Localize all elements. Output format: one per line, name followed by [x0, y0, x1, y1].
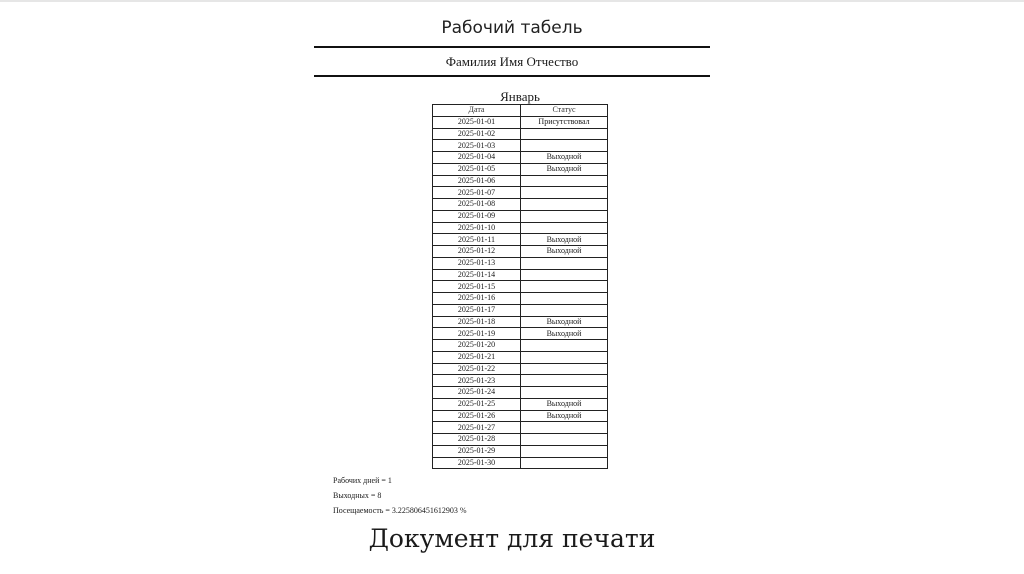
table-row: [433, 163, 608, 175]
table-row: [433, 398, 608, 410]
table-row: [433, 434, 608, 446]
table-row: [433, 363, 608, 375]
date-cell: 2025-01-16: [433, 293, 521, 305]
status-cell: [521, 351, 608, 363]
status-cell: Выходной: [521, 163, 608, 175]
date-cell: 2025-01-25: [433, 398, 521, 410]
date-cell: 2025-01-08: [433, 199, 521, 211]
status-cell: Выходной: [521, 328, 608, 340]
date-cell: 2025-01-26: [433, 410, 521, 422]
status-cell: [521, 340, 608, 352]
status-cell: Выходной: [521, 410, 608, 422]
employee-name: Фамилия Имя Отчество: [445, 54, 579, 69]
timesheet-body: [433, 116, 608, 469]
slide-caption: Документ для печати: [368, 524, 656, 553]
status-cell: [521, 222, 608, 234]
table-row: [433, 210, 608, 222]
date-cell: 2025-01-13: [433, 257, 521, 269]
date-cell: 2025-01-01: [433, 116, 521, 128]
table-row: [433, 351, 608, 363]
attendance-summary: Посещаемость = 3.225806451612903 %: [333, 506, 467, 515]
slide-top-edge: [0, 0, 1024, 2]
date-cell: 2025-01-22: [433, 363, 521, 375]
date-cell: 2025-01-12: [433, 246, 521, 258]
table-row: [433, 293, 608, 305]
table-row: [433, 304, 608, 316]
status-cell: Присутствовал: [521, 116, 608, 128]
table-row: [433, 445, 608, 457]
date-cell: 2025-01-06: [433, 175, 521, 187]
table-row: [433, 316, 608, 328]
date-cell: 2025-01-21: [433, 351, 521, 363]
table-row: [433, 328, 608, 340]
date-cell: 2025-01-27: [433, 422, 521, 434]
status-cell: [521, 269, 608, 281]
table-row: [433, 199, 608, 211]
working-days-summary: Рабочих дней = 1: [333, 476, 392, 485]
table-row: [433, 457, 608, 469]
status-cell: [521, 175, 608, 187]
status-cell: [521, 128, 608, 140]
table-row: [433, 116, 608, 128]
status-cell: [521, 445, 608, 457]
status-cell: [521, 422, 608, 434]
date-cell: 2025-01-09: [433, 210, 521, 222]
header-rule-top: [314, 46, 710, 48]
date-cell: 2025-01-04: [433, 152, 521, 164]
table-row: [433, 387, 608, 399]
date-cell: 2025-01-10: [433, 222, 521, 234]
date-cell: 2025-01-18: [433, 316, 521, 328]
date-cell: 2025-01-23: [433, 375, 521, 387]
status-cell: [521, 281, 608, 293]
status-cell: Выходной: [521, 246, 608, 258]
status-cell: [521, 140, 608, 152]
status-cell: [521, 187, 608, 199]
header-rule-bottom: [314, 75, 710, 77]
status-cell: [521, 210, 608, 222]
table-row: [433, 222, 608, 234]
document-title: Рабочий табель: [441, 18, 583, 38]
date-cell: 2025-01-28: [433, 434, 521, 446]
table-row: [433, 340, 608, 352]
status-cell: Выходной: [521, 152, 608, 164]
table-row: [433, 422, 608, 434]
date-cell: 2025-01-05: [433, 163, 521, 175]
status-cell: [521, 363, 608, 375]
column-header-status: Статус: [521, 105, 608, 117]
table-row: [433, 246, 608, 258]
status-cell: [521, 375, 608, 387]
date-cell: 2025-01-07: [433, 187, 521, 199]
date-cell: 2025-01-24: [433, 387, 521, 399]
status-cell: Выходной: [521, 316, 608, 328]
date-cell: 2025-01-15: [433, 281, 521, 293]
status-cell: [521, 457, 608, 469]
date-cell: 2025-01-20: [433, 340, 521, 352]
status-cell: Выходной: [521, 234, 608, 246]
date-cell: 2025-01-03: [433, 140, 521, 152]
column-header-date: Дата: [433, 105, 521, 117]
status-cell: [521, 199, 608, 211]
table-row: [433, 140, 608, 152]
date-cell: 2025-01-14: [433, 269, 521, 281]
table-row: [433, 175, 608, 187]
days-off-summary: Выходных = 8: [333, 491, 382, 500]
date-cell: 2025-01-11: [433, 234, 521, 246]
date-cell: 2025-01-30: [433, 457, 521, 469]
status-cell: [521, 293, 608, 305]
date-cell: 2025-01-29: [433, 445, 521, 457]
date-cell: 2025-01-02: [433, 128, 521, 140]
month-title: Январь: [500, 89, 540, 104]
table-row: [433, 234, 608, 246]
table-row: [433, 257, 608, 269]
table-header-row: [433, 105, 608, 117]
table-row: [433, 375, 608, 387]
table-row: [433, 281, 608, 293]
status-cell: [521, 434, 608, 446]
date-cell: 2025-01-17: [433, 304, 521, 316]
table-row: [433, 187, 608, 199]
table-row: [433, 152, 608, 164]
table-row: [433, 269, 608, 281]
status-cell: Выходной: [521, 398, 608, 410]
timesheet-table: [432, 104, 608, 469]
table-row: [433, 128, 608, 140]
status-cell: [521, 387, 608, 399]
status-cell: [521, 304, 608, 316]
status-cell: [521, 257, 608, 269]
date-cell: 2025-01-19: [433, 328, 521, 340]
table-row: [433, 410, 608, 422]
